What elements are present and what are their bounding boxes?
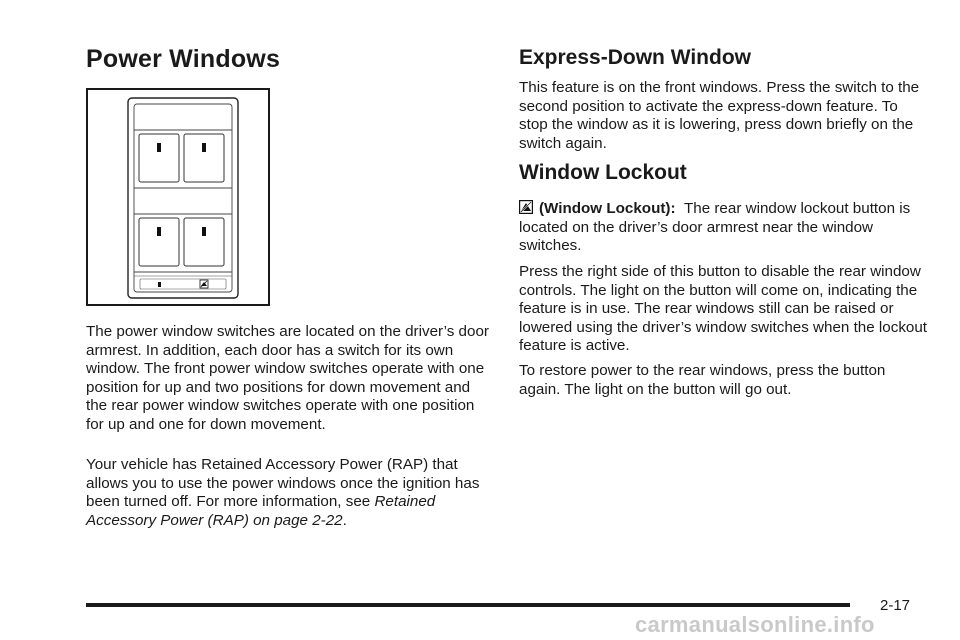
window-lockout-restore-description: To restore power to the rear windows, press the button again. The light on the button will go out. (519, 362, 886, 398)
rap-description-text: Your vehicle has Retained Accessory Power (RAP) that allows you to use the power windows once the ignition has been turned off. For more information, see (86, 456, 480, 511)
window-lockout-intro (519, 200, 929, 256)
page-number: 2-17 (880, 597, 911, 614)
rap-description-period: . (342, 511, 347, 529)
window-lockout-icon (519, 200, 533, 214)
express-down-description: This feature is on the front windows. Press the switch to the second position to activate the express-down feature. To stop the window as it is lowering, press down briefly on the switch again. (519, 79, 920, 152)
rap-description (86, 456, 490, 530)
window-switch-panel-figure (86, 88, 270, 306)
rap-cross-reference-link[interactable]: Retained Accessory Power (RAP) on page 2-22 (86, 493, 436, 529)
power-windows-description: The power window switches are located on the driver’s door armrest. In addition, each door has a switch for its own window. The front power window switches operate with one position for up and two positions for down movement and the rear power window switches operate with one position for up and one for down movement. (86, 323, 489, 433)
section-title-express-down: Express-Down Window (519, 46, 751, 69)
section-title-power-windows: Power Windows (86, 45, 281, 73)
window-lockout-intro-text: The rear window lockout button is located on the driver’s door armrest near the window switches. (519, 200, 911, 255)
watermark-logo: carmanualsonline.info (635, 612, 875, 637)
window-lockout-label: (Window Lockout): (539, 200, 676, 217)
window-lockout-disable-description: Press the right side of this button to disable the rear window controls. The light on the button will come on, indicating the feature is in use. The rear windows still can be raised or lowered using the driver’s window switches when the lockout feature is active. (519, 263, 928, 355)
footer-rule (86, 603, 850, 607)
window-switch-panel-illustration (88, 90, 268, 304)
section-title-window-lockout: Window Lockout (519, 161, 687, 184)
